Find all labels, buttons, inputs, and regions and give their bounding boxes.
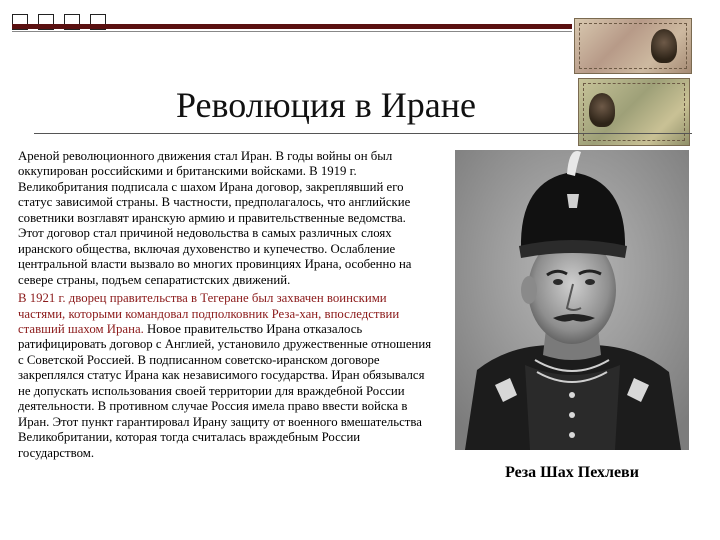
paragraph-2-highlight: В 1921 г. дворец правительства в Тегеране был захвачен воинскими частями, которыми командовал подполковник Реза-хан, впоследствии ставший шахом Ирана. [18,291,400,336]
banknote-image [578,78,690,146]
portrait-photo [455,150,689,450]
header-rule-thin [12,31,572,32]
paragraph-2 [18,291,432,461]
body-text [18,149,432,461]
slide-title: Революция в Иране [176,85,476,125]
paragraph-1: Ареной революционного движения стал Иран. В годы войны он был оккупирован российскими и британскими войсками. В 1919 г. Великобритания подписала с шахом Ирана договор, закреплявший его статус зависимой страны. В частности, предполагалось, что английские советники возглавят иранскую армию и правительственные ведомства. Этот договор стал причиной недовольства в самых различных слоях иранского общества, включая духовенство и купечество. Ослабление центральной власти вызвало во многих провинциях Ирана, особенно на севере страны, подъем сепаратистских движений. [18,149,412,287]
banknote-portrait [651,29,677,63]
banknote-portrait [589,93,615,127]
portrait-illustration [455,150,689,450]
photo-caption: Реза Шах Пехлеви [505,464,639,481]
title-divider [34,133,692,134]
paragraph-2-rest: Новое правительство Ирана отказалось ратифицировать договор с Англией, установило дружественные отношения с Советской Россией. В подписанном советско-иранском договоре закреплялся статус Ирана как независимого государства. Иран обязывался не допускать использования своей территории для враждебной России деятельности. В противном случае Россия имела право ввести войска в Иран. Этот пункт гарантировал Ирану защиту от военного вмешательства Великобритании, которая тогда считалась враждебным России государством. [18,321,432,460]
banknote-image [574,18,692,74]
header-rule [12,24,572,29]
